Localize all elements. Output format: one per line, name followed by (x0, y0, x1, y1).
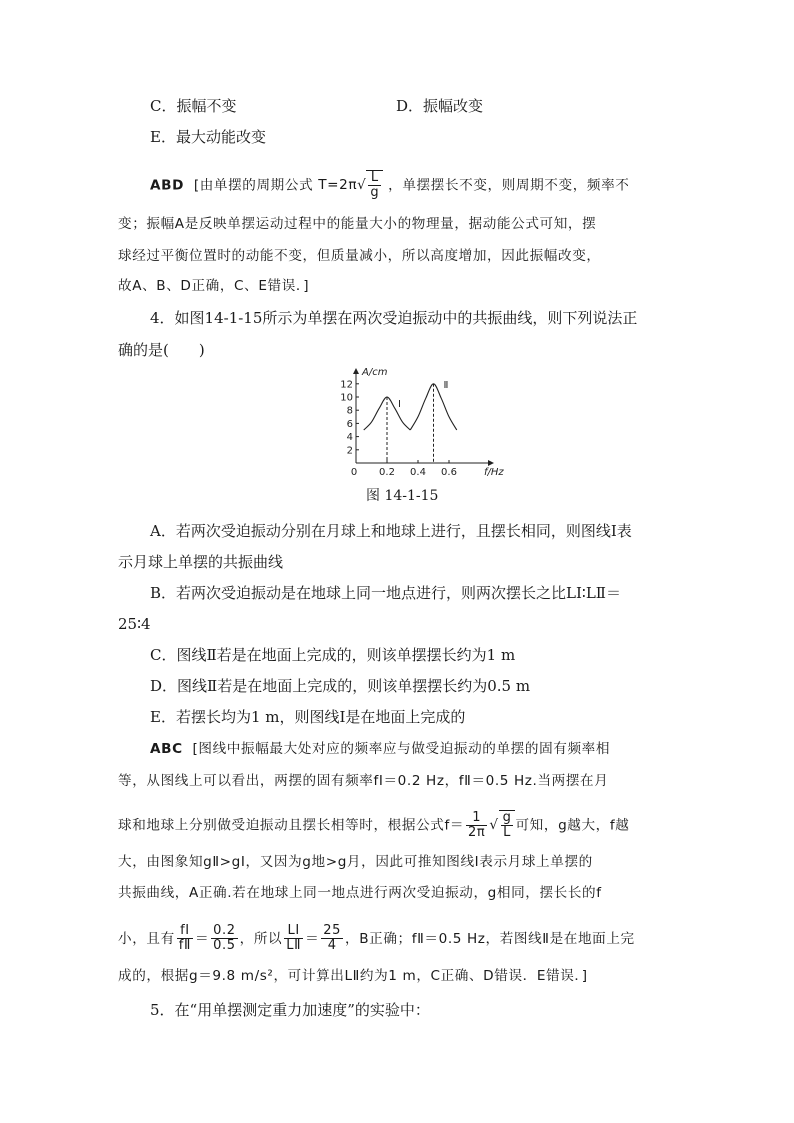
q3-solution-line-2: 变；振幅A是反映单摆运动过程中的能量大小的物理量，据动能公式可知，摆 (118, 216, 597, 232)
q4-option-a-line-1: A．若两次受迫振动分别在月球上和地球上进行，且摆长相同，则图线Ⅰ表 (150, 522, 632, 540)
frequency-formula: $\frac{1}{2\pi}$ (468, 809, 486, 840)
period-formula: T=2π√ $\frac{L}{g}$ (318, 177, 388, 193)
q4-solution-line-2: 等，从图线上可以看出，两摆的固有频率fⅠ＝0.2 Hz，fⅡ＝0.5 Hz.当两摆在月 (118, 773, 609, 789)
q4-answer: ABC (150, 741, 183, 757)
q4-stem-line-2: 确的是( ) (118, 341, 205, 359)
y-tick-label: 6 (346, 418, 353, 430)
chart-curves (364, 380, 457, 430)
resonance-curve-chart (338, 366, 504, 478)
q4-option-a-line-2: 示月球上单摆的共振曲线 (118, 553, 284, 571)
q4-solution-line-6: 小，且有 $\frac{\text{fⅠ}}{\text{fⅡ}}$ ＝ $\frac{0.2}{0.5}$ ，所以 $\frac{\text{LⅠ}}{\text{LⅡ}}$ ＝ $\frac{25}{4}$ ，B正确；fⅡ＝0.5 Hz，若图线Ⅱ是在地面上完 (118, 923, 635, 954)
q3-option-d: D．振幅改变 (396, 97, 484, 115)
q4-solution-line-3: 球和地球上分别做受迫振动且摆长相等时，根据公式f＝ $\frac{1}{2\pi}$ √ $\frac{g}{L}$ 可知，g越大，f越 (118, 810, 629, 841)
x-tick-label: 0.6 (441, 467, 457, 478)
q3-option-c: C．振幅不变 (150, 97, 237, 115)
x-tick-label: 0.2 (379, 467, 395, 478)
q4-solution-line-5: 共振曲线，A正确.若在地球上同一地点进行两次受迫振动，g相同，摆长长的f (118, 885, 602, 901)
y-tick-label: 12 (340, 379, 353, 391)
q4-option-d: D．图线Ⅱ若是在地面上完成的，则该单摆摆长约为0.5 m (150, 677, 531, 695)
q3-solution-line-3: 球经过平衡位置时的动能不变，但质量减小，所以高度增加，因此振幅改变， (118, 248, 601, 264)
q4-solution-line-1: ABC [图线中振幅最大处对应的频率应与做受迫振动的单摆的固有频率相 (150, 741, 611, 757)
y-tick-label: 4 (346, 432, 353, 444)
q3-answer: ABD (150, 177, 184, 194)
q3-solution-line-4: 故A、B、D正确，C、E错误．] (118, 278, 310, 294)
q4-option-c: C．图线Ⅱ若是在地面上完成的，则该单摆摆长约为1 m (150, 646, 516, 664)
q3-option-e: E．最大动能改变 (150, 128, 266, 146)
y-axis-label: A/cm (362, 367, 388, 378)
series-label-1: Ⅰ (398, 399, 401, 410)
y-axis-arrow (353, 368, 359, 374)
y-tick-label: 2 (346, 445, 353, 457)
x-tick-label: 0.4 (410, 467, 426, 478)
x-axis-arrow (488, 460, 494, 466)
q4-solution-line-4: 大，由图象知gⅡ>gⅠ，又因为g地>g月，因此可推知图线Ⅰ表示月球上单摆的 (118, 854, 593, 870)
x-axis-label: f/Hz (484, 467, 504, 478)
x-tick-label: 0 (350, 467, 358, 478)
q4-solution-line-7: 成的，根据g＝9.8 m/s²，可计算出LⅡ约为1 m，C正确、D错误．E错误．] (118, 968, 588, 984)
q4-option-b-line-2: 25∶4 (118, 615, 151, 633)
q4-option-b-line-1: B．若两次受迫振动是在地球上同一地点进行，则两次摆长之比LⅠ∶LⅡ＝ (150, 584, 621, 602)
series-label-2: Ⅱ (443, 379, 449, 391)
q5-stem: 5．在“用单摆测定重力加速度”的实验中： (150, 1001, 430, 1019)
q4-stem-line-1: 4．如图14-1-15所示为单摆在两次受迫振动中的共振曲线，则下列说法正 (150, 309, 638, 327)
y-tick-label: 8 (346, 405, 353, 417)
q4-option-e: E．若摆长均为1 m，则图线Ⅰ是在地面上完成的 (150, 708, 466, 726)
y-tick-label: 10 (340, 392, 353, 404)
figure-caption: 图 14-1-15 (366, 488, 439, 504)
q3-solution-line-1: ABD [由单摆的周期公式 T=2π√ $\frac{L}{g}$ ，单摆摆长不变，则周期不变，频率不 (150, 170, 629, 201)
